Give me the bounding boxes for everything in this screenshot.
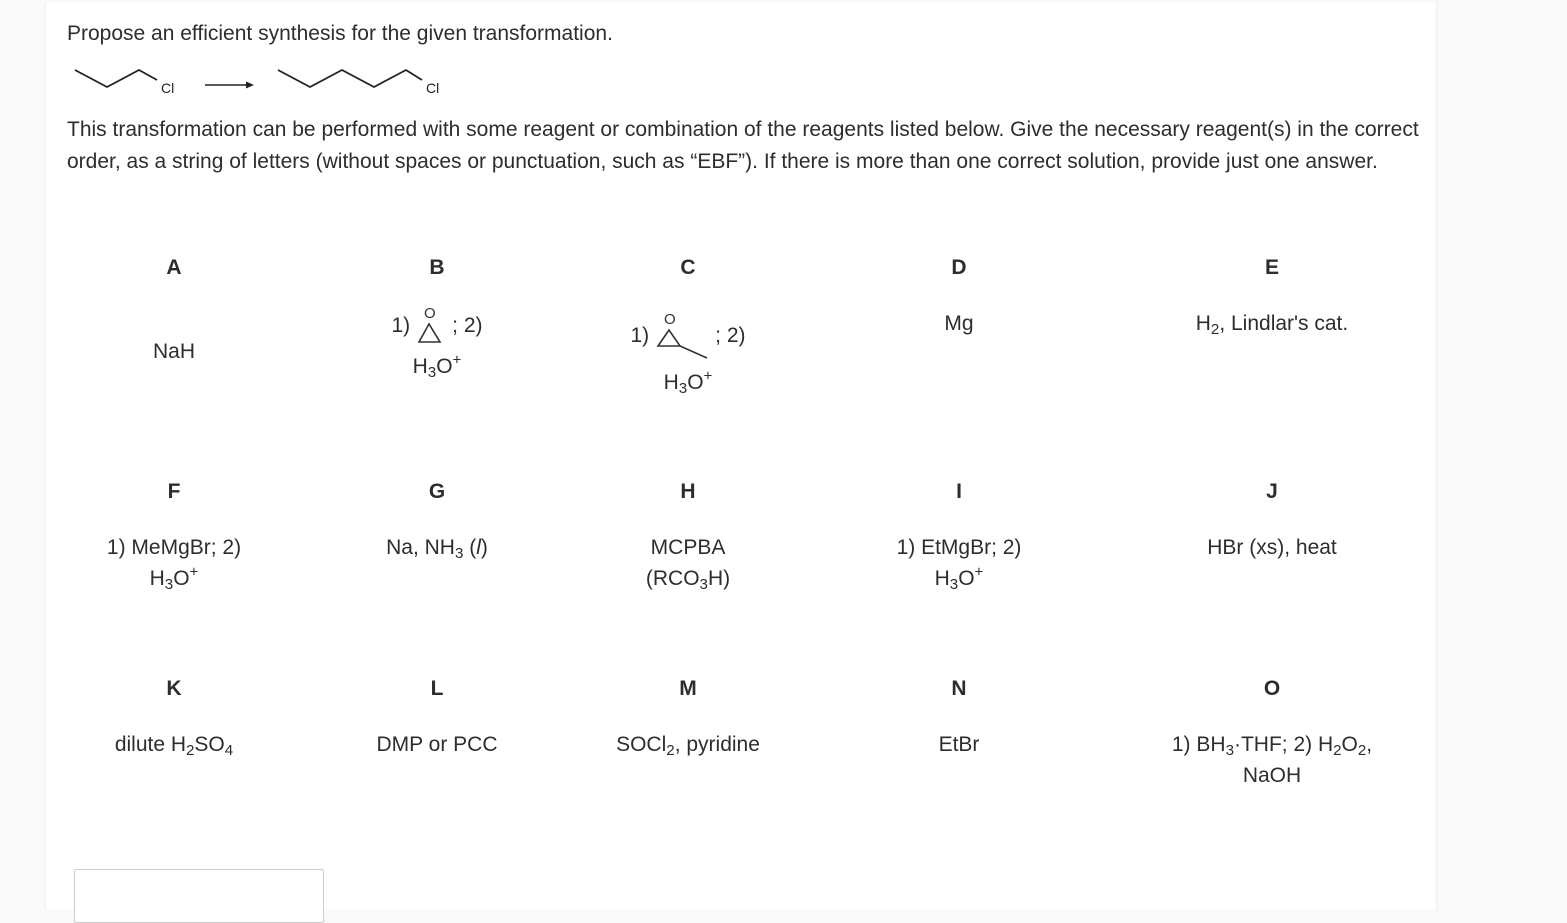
reagent-cell-d [829,252,1089,402]
reagent-line-2: $H_3O^+$ [149,563,199,593]
reagent-letter: O [1263,677,1281,700]
reagent-letter: D [951,256,967,279]
reagent-text: HBr (xs), heat [1207,536,1337,559]
reagent-line-1: 1) MeMgBr; 2) [106,536,242,559]
product-cl-label: Cl [426,80,440,96]
question-instructions: This transformation can be performed with some reagent or combination of the reagents listed below. Give the necessary reagent(s) in the correct order, as a string of letters (without spaces or punctuation, such as “EBF”). If there is more than one correct solution, provide just one answer. [67,118,1419,173]
reagent-letter: I [956,480,962,503]
reagent-cell-c [558,252,818,402]
reagent-line-1 [558,310,818,360]
reagent-line-1 [307,304,567,346]
reagent-cell-n [829,673,1089,823]
step-prefix: 1) [630,323,650,347]
reagent-cell-b [307,252,567,402]
reagent-line-1: 1) $BH_3\cdot THF$; 2) $H_2O_2$, [1171,733,1373,759]
step-prefix: 1) [391,313,411,337]
reagent-cell-o [1142,673,1402,823]
reagent-line-2: $H_3O^+$ [412,351,462,381]
methyl-epoxide-icon [651,310,713,360]
reagent-letter: H [680,480,696,503]
reagent-cell-k [44,673,304,823]
reagent-cell-l [307,673,567,823]
epoxide-icon [412,304,450,346]
reagent-text: $H_2$, Lindlar's cat. [1195,312,1349,338]
reagent-cell-h [558,476,818,626]
reagent-letter: C [680,256,696,279]
reagent-text: DMP or PCC [376,733,498,756]
answer-input[interactable] [74,869,324,923]
reagent-line-2: $(RCO_3H)$ [645,567,731,593]
reagent-text: Mg [944,312,974,335]
reagent-letter: A [166,256,182,279]
reagent-text: NaH [152,340,195,363]
reagent-text: Na, $NH_3$ (l) [386,536,488,562]
reagent-line-2: $H_3O^+$ [663,367,713,397]
reagent-letter: F [167,480,181,503]
reagent-letter: M [679,677,697,700]
reagent-letter: N [951,677,967,700]
reagent-cell-e [1142,252,1402,402]
reagent-text: SOCl$_2$, pyridine [616,733,760,759]
reagent-text: dilute $H_2SO_4$ [114,733,234,759]
reactant-structure [75,70,157,87]
epoxide-oxygen-label: O [664,311,676,328]
reagent-letter: E [1264,256,1279,279]
reagent-letter: L [430,677,444,700]
reagent-text: EtBr [938,733,980,756]
reagent-letter: B [429,256,445,279]
reagent-cell-j [1142,476,1402,626]
reagent-cell-a [44,252,304,402]
reagent-line-2: NaOH [1242,764,1302,787]
reaction-arrowhead [246,82,254,89]
reagent-line-1: MCPBA [650,536,726,559]
reagent-cell-i [829,476,1089,626]
reagent-cell-m [558,673,818,823]
reactant-cl-label: Cl [161,80,175,96]
reagent-letter: J [1266,480,1278,503]
reagent-cell-g [307,476,567,626]
product-structure [278,70,422,87]
step-suffix: ; 2) [452,313,483,337]
reaction-scheme [70,60,460,110]
reagent-cell-f [44,476,304,626]
reagent-line-1: 1) EtMgBr; 2) [896,536,1022,559]
reagent-letter: K [166,677,182,700]
question-prompt: Propose an efficient synthesis for the given transformation. [67,22,613,45]
reagent-letter: G [428,480,446,503]
step-suffix: ; 2) [715,323,746,347]
reagent-line-2: $H_3O^+$ [934,563,984,593]
epoxide-oxygen-label: O [424,305,436,322]
